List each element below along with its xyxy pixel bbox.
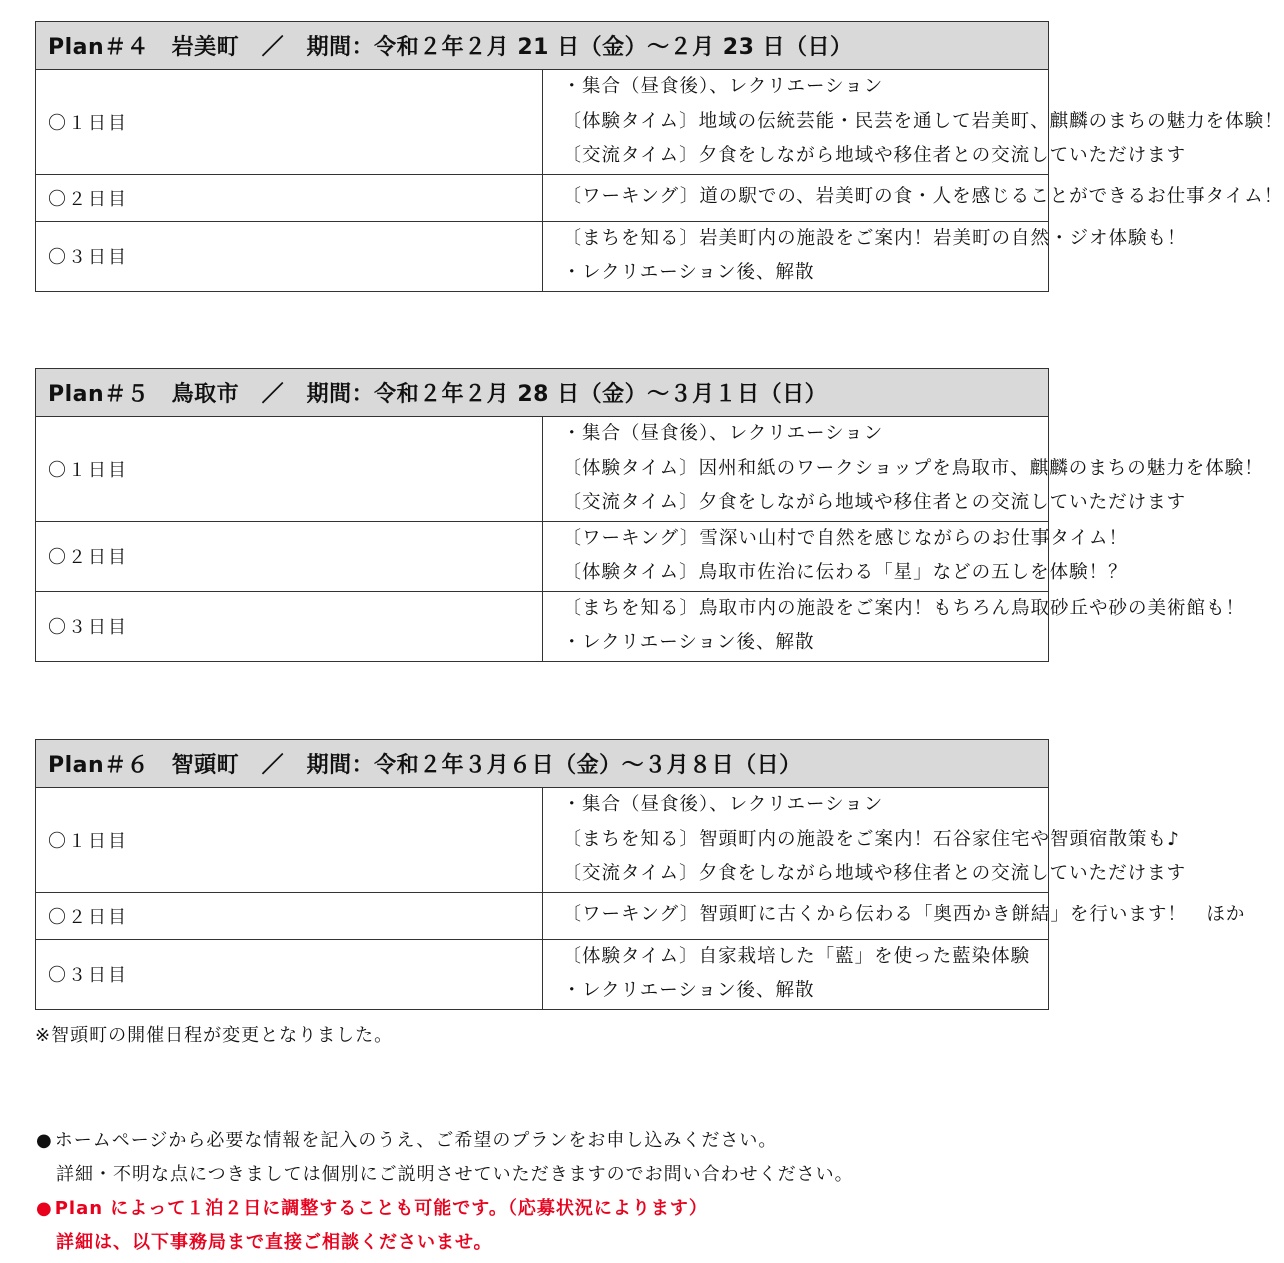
schedule-line: ・レクリエーション後、解散 xyxy=(562,632,815,653)
day-row xyxy=(36,788,1049,893)
schedule-line: 〔交流タイム〕夕食をしながら地域や移住者との交流していただけます xyxy=(562,492,1187,513)
schedule-line: 〔体験タイム〕地域の伝統芸能・民芸を通して岩美町、麒麟のまちの魅力を体験！ xyxy=(562,110,1284,132)
day-description xyxy=(542,174,1284,221)
plan-header: Plan＃５ 鳥取市 ／ 期間：令和２年２月 28 日（金）～３月１日（日） xyxy=(36,369,1049,417)
day-row xyxy=(36,174,1049,221)
day-description xyxy=(542,221,1187,291)
schedule-line: 〔交流タイム〕夕食をしながら地域や移住者との交流していただけます xyxy=(562,145,1187,166)
day-label: 〇１日目 xyxy=(36,788,543,893)
day-label: 〇３日目 xyxy=(36,939,543,1009)
schedule-line: 〔交流タイム〕夕食をしながら地域や移住者との交流していただけます xyxy=(562,863,1187,884)
day-description xyxy=(542,521,1129,591)
day-description xyxy=(542,892,1246,939)
bullet-icon: ● xyxy=(36,1130,53,1151)
plan-5-table xyxy=(35,368,1264,662)
schedule-line: 〔ワーキング〕道の駅での、岩美町の食・人を感じることができるお仕事タイム！ xyxy=(562,186,1284,208)
day-row xyxy=(36,417,1049,522)
day-label: 〇２日目 xyxy=(36,892,543,939)
day-description xyxy=(542,788,1187,893)
footer-line-red xyxy=(36,1192,1066,1226)
schedule-line: 〔ワーキング〕智頭町に古くから伝わる「奥西かき餅結」を行います！ ほか xyxy=(562,904,1246,926)
footer-line xyxy=(36,1124,1066,1158)
day-label: 〇３日目 xyxy=(36,591,543,661)
day-row xyxy=(36,939,1049,1009)
day-label: 〇２日目 xyxy=(36,521,543,591)
day-description xyxy=(542,417,1264,522)
schedule-line: ・集合（昼食後）、レクリエーション xyxy=(562,76,884,97)
schedule-line: 〔体験タイム〕因州和紙のワークショップを鳥取市、麒麟のまちの魅力を体験！ xyxy=(562,457,1264,479)
schedule-line: ・集合（昼食後）、レクリエーション xyxy=(562,423,884,444)
schedule-line: ・レクリエーション後、解散 xyxy=(562,980,815,1001)
schedule-line: 〔体験タイム〕鳥取市佐治に伝わる「星」などの五しを体験！？ xyxy=(562,562,1128,583)
plan-4-table xyxy=(35,21,1284,292)
schedule-line: 〔ワーキング〕雪深い山村で自然を感じながらのお仕事タイム！ xyxy=(562,527,1129,549)
day-label: 〇２日目 xyxy=(36,174,543,221)
day-label: 〇１日目 xyxy=(36,70,543,175)
day-label: 〇３日目 xyxy=(36,221,543,291)
day-description xyxy=(542,70,1284,175)
day-row xyxy=(36,591,1049,661)
schedule-line: 〔まちを知る〕鳥取市内の施設をご案内！もちろん鳥取砂丘や砂の美術館も！ xyxy=(562,597,1246,619)
schedule-change-note: ※智頭町の開催日程が変更となりました。 xyxy=(35,1025,394,1046)
plan-header: Plan＃６ 智頭町 ／ 期間：令和２年３月６日（金）～３月８日（日） xyxy=(36,740,1049,788)
application-instruction: ホームページから必要な情報を記入のうえ、ご希望のプランをお申し込みください。 xyxy=(54,1130,778,1151)
day-description xyxy=(542,591,1246,661)
schedule-line: 〔まちを知る〕智頭町内の施設をご案内！石谷家住宅や智頭宿散策も♪ xyxy=(562,828,1180,850)
plan-header: Plan＃４ 岩美町 ／ 期間：令和２年２月 21 日（金）～２月 23 日（日） xyxy=(36,22,1049,70)
schedule-line: 〔体験タイム〕自家栽培した「藍」を使った藍染体験 xyxy=(562,945,1031,967)
day-row xyxy=(36,70,1049,175)
plan-6-table xyxy=(35,739,1246,1010)
schedule-line: ・集合（昼食後）、レクリエーション xyxy=(562,794,884,815)
day-description xyxy=(542,939,1049,1009)
footer-info xyxy=(36,1124,1066,1260)
inquiry-instruction: 詳細・不明な点につきましては個別にご説明させていただきますのでお問い合わせください。 xyxy=(56,1164,854,1185)
day-row xyxy=(36,221,1049,291)
bullet-icon: ● xyxy=(36,1198,53,1219)
day-label: 〇１日目 xyxy=(36,417,543,522)
adjustment-note: Plan によって１泊２日に調整することも可能です。（応募状況によります） xyxy=(54,1198,708,1219)
consult-note: 詳細は、以下事務局まで直接ご相談くださいませ。 xyxy=(56,1232,493,1253)
day-row xyxy=(36,892,1049,939)
day-row xyxy=(36,521,1049,591)
schedule-line: ・レクリエーション後、解散 xyxy=(562,262,815,283)
schedule-line: 〔まちを知る〕岩美町内の施設をご案内！岩美町の自然・ジオ体験も！ xyxy=(562,227,1187,249)
